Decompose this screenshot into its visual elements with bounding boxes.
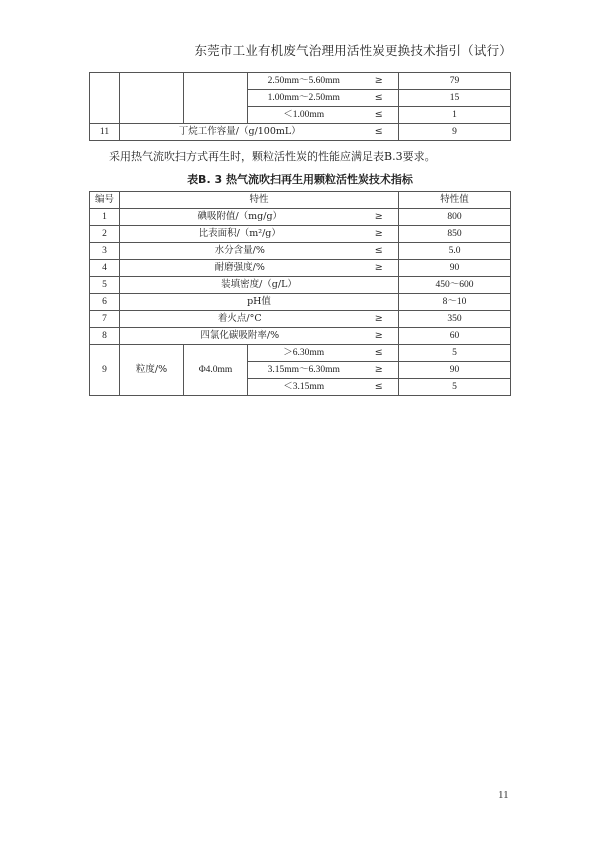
property-cell: 耐磨强度/% xyxy=(120,260,360,277)
row-number-cell: 3 xyxy=(90,243,120,260)
page-number: 11 xyxy=(498,789,509,801)
value-cell: 15 xyxy=(399,90,511,107)
range-cell: 2.50mm～5.60mm xyxy=(248,73,360,90)
value-cell: 450～600 xyxy=(399,277,511,294)
operator-cell: ≤ xyxy=(360,379,399,396)
range-cell: ＜3.15mm xyxy=(248,379,360,396)
operator-cell: ≥ xyxy=(360,209,399,226)
table-row xyxy=(90,243,511,260)
table-row xyxy=(90,311,511,328)
table-row xyxy=(90,294,511,311)
row-number-cell: 1 xyxy=(90,209,120,226)
table-row xyxy=(90,226,511,243)
row-number-cell: 6 xyxy=(90,294,120,311)
value-cell: 5 xyxy=(399,345,511,362)
value-cell: 1 xyxy=(399,107,511,124)
empty-cell xyxy=(90,73,120,124)
table-caption: 表B. 3 热气流吹扫再生用颗粒活性炭技术指标 xyxy=(187,173,413,186)
table-row xyxy=(90,345,511,362)
value-cell: 350 xyxy=(399,311,511,328)
property-cell: 四氯化碳吸附率/% xyxy=(120,328,360,345)
row-number-cell: 9 xyxy=(90,345,120,396)
operator-cell: ≥ xyxy=(360,328,399,345)
operator-cell: ≥ xyxy=(360,311,399,328)
property-cell: 粒度/% xyxy=(120,345,184,396)
range-cell: ＜1.00mm xyxy=(248,107,360,124)
table-row xyxy=(90,260,511,277)
table-row xyxy=(90,209,511,226)
range-cell: 3.15mm～6.30mm xyxy=(248,362,360,379)
property-cell: 水分含量/% xyxy=(120,243,360,260)
value-cell: 800 xyxy=(399,209,511,226)
value-cell: 9 xyxy=(399,124,511,141)
range-cell: ＞6.30mm xyxy=(248,345,360,362)
table-row xyxy=(90,277,511,294)
table-b2-continued xyxy=(89,72,511,141)
row-number-cell: 5 xyxy=(90,277,120,294)
body-paragraph: 采用热气流吹扫方式再生时，颗粒活性炭的性能应满足表B.3要求。 xyxy=(109,150,436,163)
empty-cell xyxy=(184,73,248,124)
value-cell: 5.0 xyxy=(399,243,511,260)
value-cell: 8～10 xyxy=(399,294,511,311)
operator-cell: ≤ xyxy=(360,243,399,260)
value-cell: 5 xyxy=(399,379,511,396)
property-cell: 比表面积/（m²/g） xyxy=(120,226,360,243)
value-cell: 79 xyxy=(399,73,511,90)
row-number-cell: 2 xyxy=(90,226,120,243)
property-cell: 碘吸附值/（mg/g） xyxy=(120,209,360,226)
property-cell: 着火点/°C xyxy=(120,311,360,328)
value-cell: 60 xyxy=(399,328,511,345)
range-cell: 1.00mm～2.50mm xyxy=(248,90,360,107)
size-cell: Φ4.0mm xyxy=(184,345,248,396)
row-number-cell: 4 xyxy=(90,260,120,277)
operator-cell: ≤ xyxy=(360,107,399,124)
operator-cell: ≤ xyxy=(360,345,399,362)
operator-cell: ≤ xyxy=(360,90,399,107)
operator-cell: ≥ xyxy=(360,226,399,243)
empty-cell xyxy=(120,73,184,124)
row-number-cell: 8 xyxy=(90,328,120,345)
table-header-row xyxy=(90,192,511,209)
row-number-cell: 11 xyxy=(90,124,120,141)
operator-cell: ≥ xyxy=(360,362,399,379)
property-cell: 装填密度/（g/L） xyxy=(120,277,399,294)
header-cell-value: 特性值 xyxy=(399,192,511,209)
header-cell-property: 特性 xyxy=(120,192,399,209)
value-cell: 90 xyxy=(399,362,511,379)
value-cell: 90 xyxy=(399,260,511,277)
row-number-cell: 7 xyxy=(90,311,120,328)
operator-cell: ≥ xyxy=(360,73,399,90)
table-b3 xyxy=(89,191,511,396)
table-row xyxy=(90,328,511,345)
document-header-title: 东莞市工业有机废气治理用活性炭更换技术指引（试行） xyxy=(194,43,512,58)
table-row xyxy=(90,73,511,90)
property-cell: 丁烷工作容量/（g/100mL） xyxy=(120,124,360,141)
value-cell: 850 xyxy=(399,226,511,243)
operator-cell: ≥ xyxy=(360,260,399,277)
property-cell: pH值 xyxy=(120,294,399,311)
header-cell-no: 编号 xyxy=(90,192,120,209)
operator-cell: ≤ xyxy=(360,124,399,141)
table-row xyxy=(90,124,511,141)
